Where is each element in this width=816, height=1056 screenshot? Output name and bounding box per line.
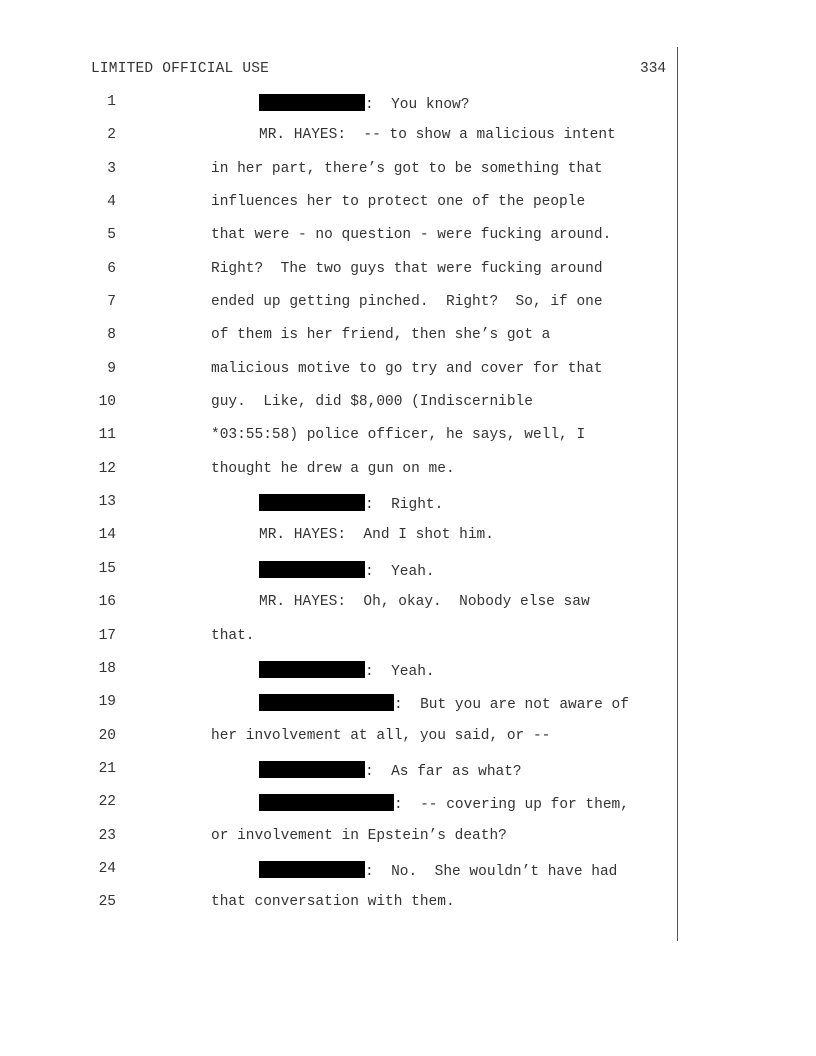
line-content: guy. Like, did $8,000 (Indiscernible — [211, 394, 533, 411]
line-number: 6 — [107, 260, 116, 277]
line-text — [211, 294, 603, 310]
line-text — [211, 461, 455, 477]
line-text — [211, 194, 585, 210]
line-number: 20 — [98, 727, 116, 744]
line-content: : No. She wouldn’t have had — [365, 863, 618, 880]
line-text — [211, 894, 455, 910]
line-text — [259, 127, 616, 143]
transcript-line — [0, 660, 816, 693]
line-content: : -- covering up for them, — [394, 797, 629, 814]
redaction-box — [259, 861, 365, 878]
line-text — [259, 794, 629, 813]
line-number: 14 — [98, 527, 116, 544]
line-number: 10 — [98, 394, 116, 411]
line-content: thought he drew a gun on me. — [211, 460, 455, 477]
line-text — [211, 427, 585, 443]
line-number: 9 — [107, 360, 116, 377]
line-text — [259, 494, 443, 513]
line-number: 8 — [107, 327, 116, 344]
transcript-line — [0, 93, 816, 126]
line-text — [259, 527, 494, 543]
line-number: 12 — [98, 460, 116, 477]
line-text — [259, 561, 435, 580]
line-content: her involvement at all, you said, or -- — [211, 727, 551, 744]
transcript-line — [0, 393, 816, 426]
transcript-line — [0, 126, 816, 159]
transcript-line — [0, 526, 816, 559]
transcript-line — [0, 560, 816, 593]
line-text — [211, 227, 611, 243]
transcript-line — [0, 827, 816, 860]
line-text — [259, 661, 435, 680]
line-number: 13 — [98, 494, 116, 511]
line-content: : Yeah. — [365, 663, 435, 680]
transcript-line — [0, 426, 816, 459]
line-number: 24 — [98, 860, 116, 877]
line-number: 16 — [98, 594, 116, 611]
line-content: : You know? — [365, 97, 470, 113]
line-text — [211, 828, 507, 844]
transcript-line — [0, 593, 816, 626]
line-text — [259, 861, 617, 880]
transcript-line — [0, 760, 816, 793]
line-content: or involvement in Epstein’s death? — [211, 827, 507, 844]
line-number: 25 — [98, 894, 116, 911]
transcript-line — [0, 360, 816, 393]
transcript-line — [0, 493, 816, 526]
line-number: 4 — [107, 194, 116, 211]
line-text — [259, 94, 469, 113]
redaction-box — [259, 694, 394, 711]
line-number: 7 — [107, 294, 116, 311]
line-text — [211, 161, 603, 177]
line-number: 17 — [98, 627, 116, 644]
classification-header: LIMITED OFFICIAL USE — [91, 61, 270, 77]
line-content: that conversation with them. — [211, 894, 455, 911]
redaction-box — [259, 94, 365, 111]
line-content: malicious motive to go try and cover for that — [211, 360, 603, 377]
line-text — [211, 728, 550, 744]
line-content: in her part, there’s got to be something that — [211, 160, 603, 177]
transcript-line — [0, 793, 816, 826]
redaction-box — [259, 561, 365, 578]
transcript-line — [0, 893, 816, 926]
line-text — [259, 761, 522, 780]
line-number: 5 — [107, 227, 116, 244]
redaction-box — [259, 494, 365, 511]
line-content: MR. HAYES: -- to show a malicious intent — [259, 127, 616, 144]
line-number: 22 — [98, 794, 116, 811]
transcript-line — [0, 727, 816, 760]
line-text — [211, 394, 533, 410]
line-text — [259, 594, 590, 610]
transcript-line — [0, 293, 816, 326]
line-text — [211, 327, 550, 343]
transcript-line — [0, 226, 816, 259]
line-content: *03:55:58) police officer, he says, well, I — [211, 427, 586, 444]
line-content: MR. HAYES: Oh, okay. Nobody else saw — [259, 594, 590, 611]
line-content: Right? The two guys that were fucking around — [211, 260, 603, 277]
line-number: 15 — [98, 560, 116, 577]
line-number: 18 — [98, 660, 116, 677]
line-content: : Yeah. — [365, 563, 435, 580]
transcript-body — [0, 93, 816, 927]
transcript-line — [0, 460, 816, 493]
line-number: 1 — [107, 94, 116, 110]
line-content: : But you are not aware of — [394, 697, 629, 714]
line-content: : As far as what? — [365, 763, 522, 780]
transcript-line — [0, 860, 816, 893]
redaction-box — [259, 761, 365, 778]
redaction-box — [259, 794, 394, 811]
line-text — [211, 628, 255, 644]
page-number: 334 — [640, 61, 667, 77]
transcript-line — [0, 160, 816, 193]
line-number: 21 — [98, 760, 116, 777]
line-number: 2 — [107, 127, 116, 144]
line-content: : Right. — [365, 497, 444, 514]
transcript-line — [0, 627, 816, 660]
line-content: that were - no question - were fucking around. — [211, 227, 612, 244]
line-content: ended up getting pinched. Right? So, if one — [211, 294, 603, 311]
line-content: that. — [211, 627, 255, 644]
line-number: 23 — [98, 827, 116, 844]
line-number: 11 — [98, 427, 116, 444]
line-content: influences her to protect one of the people — [211, 194, 586, 211]
redaction-box — [259, 661, 365, 678]
transcript-line — [0, 260, 816, 293]
line-content: MR. HAYES: And I shot him. — [259, 527, 494, 544]
line-text — [259, 694, 629, 713]
line-number: 3 — [107, 160, 116, 177]
transcript-line — [0, 693, 816, 726]
line-content: of them is her friend, then she’s got a — [211, 327, 551, 344]
line-text — [211, 261, 603, 277]
line-text — [211, 361, 603, 377]
transcript-line — [0, 326, 816, 359]
transcript-line — [0, 193, 816, 226]
line-number: 19 — [98, 694, 116, 711]
